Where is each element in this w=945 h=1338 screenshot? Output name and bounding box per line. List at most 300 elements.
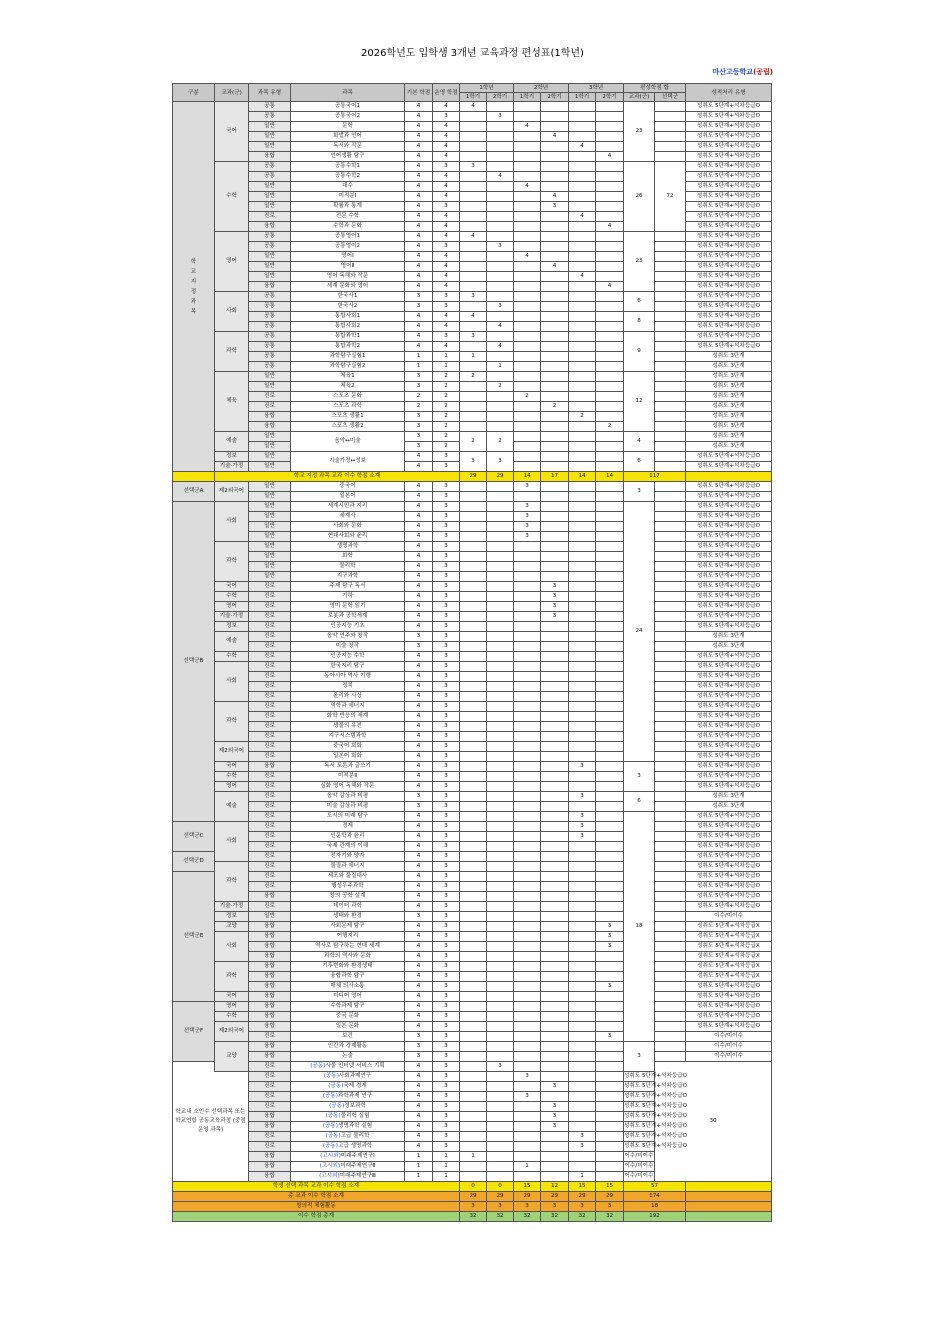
semester-cell xyxy=(541,1152,569,1162)
eval-cell: 이수/미이수 xyxy=(686,912,772,922)
semester-cell xyxy=(596,622,624,632)
semester-cell xyxy=(460,762,487,772)
base-credit-cell: 4 xyxy=(405,922,433,932)
semester-cell xyxy=(541,142,569,152)
run-credit-cell: 3 xyxy=(433,842,460,852)
table-row xyxy=(173,722,772,732)
header-sem: 1학기 xyxy=(460,93,487,102)
semester-cell xyxy=(541,1172,569,1182)
total-choice-cell xyxy=(655,652,686,662)
total-choice-cell xyxy=(655,152,686,162)
semester-cell xyxy=(514,552,541,562)
semester-cell xyxy=(514,152,541,162)
total-subject-cell: 8 xyxy=(624,312,655,332)
eval-cell: 성취도 3단계 xyxy=(686,422,772,432)
eval-cell: 성취도 5단계+석차등급O xyxy=(686,992,772,1002)
semester-cell xyxy=(569,1012,596,1022)
run-credit-cell: 3 xyxy=(433,482,460,492)
semester-cell xyxy=(514,302,541,312)
eval-cell: 성취도 5단계+석차등급O xyxy=(686,552,772,562)
semester-cell xyxy=(541,862,569,872)
summary-value: 15 xyxy=(514,1182,541,1192)
type-cell: 일반 xyxy=(249,532,291,542)
semester-cell xyxy=(514,762,541,772)
type-cell: 융합 xyxy=(249,422,291,432)
base-credit-cell: 4 xyxy=(405,562,433,572)
table-row xyxy=(173,292,772,302)
semester-cell xyxy=(569,732,596,742)
type-cell: 일반 xyxy=(249,252,291,262)
header-sem: 2학기 xyxy=(541,93,569,102)
semester-cell xyxy=(541,712,569,722)
eval-cell: 성취도 5단계+석차등급O xyxy=(686,562,772,572)
base-credit-cell: 4 xyxy=(405,602,433,612)
gubun-cell: 학교내 소인수 선택과목 또는 학교연합 공동교육과정 (중점운영 과목) xyxy=(173,1062,249,1182)
total-choice-cell xyxy=(655,132,686,142)
total-subject-cell: 30 xyxy=(655,1062,772,1182)
eval-cell: 성취도 5단계+석차등급X xyxy=(686,942,772,952)
total-subject-cell: 6 xyxy=(624,292,655,312)
type-cell: 진로 xyxy=(249,642,291,652)
table-row xyxy=(173,612,772,622)
base-credit-cell: 4 xyxy=(405,1102,433,1112)
semester-cell xyxy=(541,962,569,972)
base-credit-cell: 4 xyxy=(405,982,433,992)
table-row xyxy=(173,492,772,502)
semester-cell xyxy=(460,592,487,602)
semester-cell xyxy=(596,202,624,212)
semester-cell xyxy=(514,912,541,922)
base-credit-cell: 4 xyxy=(405,342,433,352)
semester-cell xyxy=(460,642,487,652)
semester-cell xyxy=(596,1062,624,1072)
gubun-cell: 선택군E xyxy=(173,872,215,1002)
semester-cell: 4 xyxy=(514,182,541,192)
type-cell: 융합 xyxy=(249,1112,291,1122)
semester-cell: 1 xyxy=(514,1162,541,1172)
semester-cell xyxy=(569,922,596,932)
base-credit-cell: 4 xyxy=(405,1002,433,1012)
semester-cell xyxy=(541,442,569,452)
subject-cell xyxy=(291,1162,405,1172)
subject-group-cell: 사회 xyxy=(215,292,249,332)
type-cell: 융합 xyxy=(249,1022,291,1032)
type-cell: 진로 xyxy=(249,622,291,632)
type-cell: 진로 xyxy=(249,862,291,872)
semester-cell: 1 xyxy=(487,362,514,372)
semester-cell xyxy=(569,592,596,602)
table-row xyxy=(173,1042,772,1052)
eval-cell: 성취도 3단계 xyxy=(686,392,772,402)
run-credit-cell: 3 xyxy=(433,1062,460,1072)
run-credit-cell: 3 xyxy=(433,1092,460,1102)
type-cell: 진로 xyxy=(249,592,291,602)
subject-cell xyxy=(291,1092,405,1102)
subject-cell: 도시의 미래 탐구 xyxy=(291,812,405,822)
semester-cell xyxy=(487,1072,514,1082)
base-credit-cell: 4 xyxy=(405,782,433,792)
run-credit-cell: 3 xyxy=(433,752,460,762)
run-credit-cell: 4 xyxy=(433,262,460,272)
eval-cell: 성취도 5단계+석차등급O xyxy=(686,322,772,332)
semester-cell: 3 xyxy=(514,522,541,532)
subject-group-cell: 정보 xyxy=(215,452,249,462)
run-credit-cell: 3 xyxy=(433,512,460,522)
semester-cell xyxy=(460,1002,487,1012)
base-credit-cell: 4 xyxy=(405,1022,433,1032)
semester-cell: 4 xyxy=(460,312,487,322)
semester-cell xyxy=(514,642,541,652)
base-credit-cell: 4 xyxy=(405,942,433,952)
summary-total: 57 xyxy=(624,1182,686,1192)
subject-cell: 정치 xyxy=(291,682,405,692)
semester-cell xyxy=(569,632,596,642)
subject-cell: 한국사1 xyxy=(291,292,405,302)
header-sem: 1학기 xyxy=(514,93,541,102)
curriculum-table xyxy=(172,83,772,1222)
eval-cell: 성취도 5단계+석차등급O xyxy=(686,252,772,262)
total-choice-cell xyxy=(655,802,686,812)
header-gubun: 구분 xyxy=(173,84,215,102)
eval-cell: 이수/미이수 xyxy=(624,1162,655,1172)
type-cell: 공통 xyxy=(249,112,291,122)
semester-cell xyxy=(569,1052,596,1062)
semester-cell xyxy=(487,102,514,112)
run-credit-cell: 3 xyxy=(433,592,460,602)
semester-cell xyxy=(514,672,541,682)
eval-cell: 성취도 5단계+석차등급O xyxy=(686,492,772,502)
base-credit-cell: 4 xyxy=(405,462,433,472)
eval-cell: 성취도 5단계+석차등급O xyxy=(686,662,772,672)
total-choice-cell xyxy=(655,142,686,152)
run-credit-cell: 4 xyxy=(433,212,460,222)
semester-cell xyxy=(569,672,596,682)
subject-cell: 화법과 언어 xyxy=(291,132,405,142)
semester-cell xyxy=(569,242,596,252)
subject-cell: 공통국어1 xyxy=(291,102,405,112)
subject-cell: 스포츠 생활2 xyxy=(291,422,405,432)
semester-cell xyxy=(487,1122,514,1132)
type-cell: 일반 xyxy=(249,122,291,132)
total-choice-cell xyxy=(655,262,686,272)
semester-cell xyxy=(514,222,541,232)
semester-cell xyxy=(487,392,514,402)
total-choice-cell xyxy=(655,1012,686,1022)
subject-cell xyxy=(291,1082,405,1092)
run-credit-cell: 4 xyxy=(433,152,460,162)
subject-cell: 기후변화와 환경생태 xyxy=(291,962,405,972)
table-row xyxy=(173,852,772,862)
subtotal-total: 117 xyxy=(624,472,686,482)
run-credit-cell: 2 xyxy=(433,412,460,422)
run-credit-cell: 3 xyxy=(433,892,460,902)
header-eval: 성적처리 유형 xyxy=(686,84,772,102)
table-row xyxy=(173,1032,772,1042)
semester-cell xyxy=(514,342,541,352)
semester-cell xyxy=(487,352,514,362)
semester-cell xyxy=(569,662,596,672)
base-credit-cell: 4 xyxy=(405,222,433,232)
eval-cell: 성취도 5단계+석차등급O xyxy=(624,1092,655,1102)
semester-cell xyxy=(596,972,624,982)
subject-cell: 과학탐구실험2 xyxy=(291,362,405,372)
eval-cell: 성취도 5단계+석차등급O xyxy=(686,822,772,832)
subject-cell: 영어Ⅰ xyxy=(291,252,405,262)
semester-cell xyxy=(514,102,541,112)
semester-cell xyxy=(460,262,487,272)
semester-cell xyxy=(596,592,624,602)
eval-cell: 성취도 3단계 xyxy=(686,642,772,652)
type-cell: 진로 xyxy=(249,772,291,782)
run-credit-cell: 3 xyxy=(433,942,460,952)
run-credit-cell: 3 xyxy=(433,802,460,812)
semester-cell xyxy=(541,372,569,382)
base-credit-cell: 4 xyxy=(405,572,433,582)
base-credit-cell: 4 xyxy=(405,152,433,162)
semester-cell xyxy=(514,622,541,632)
semester-cell xyxy=(569,872,596,882)
subject-cell xyxy=(291,1122,405,1132)
base-credit-cell: 4 xyxy=(405,902,433,912)
type-cell: 일반 xyxy=(249,552,291,562)
eval-cell: 성취도 5단계+석차등급O xyxy=(686,172,772,182)
eval-cell: 성취도 3단계 xyxy=(686,352,772,362)
semester-cell: 3 xyxy=(569,1142,596,1152)
semester-cell xyxy=(514,1172,541,1182)
total-choice-cell xyxy=(655,272,686,282)
semester-cell xyxy=(460,1032,487,1042)
table-row xyxy=(173,452,772,462)
semester-cell xyxy=(514,1022,541,1032)
semester-cell xyxy=(596,1082,624,1092)
header-base-credit: 기본 학점 xyxy=(405,84,433,102)
table-row xyxy=(173,872,772,882)
semester-cell xyxy=(541,352,569,362)
run-credit-cell: 1 xyxy=(433,352,460,362)
total-choice-cell xyxy=(655,572,686,582)
semester-cell xyxy=(460,152,487,162)
run-credit-cell: 3 xyxy=(433,602,460,612)
subject-cell: 미디어 영어 xyxy=(291,992,405,1002)
summary-value: 3 xyxy=(487,1202,514,1212)
total-choice-cell xyxy=(655,842,686,852)
subject-group-cell: 정보 xyxy=(215,912,249,922)
run-credit-cell: 2 xyxy=(433,442,460,452)
semester-cell xyxy=(487,222,514,232)
type-cell: 진로 xyxy=(249,812,291,822)
base-credit-cell: 4 xyxy=(405,282,433,292)
run-credit-cell: 1 xyxy=(433,1172,460,1182)
semester-cell xyxy=(460,932,487,942)
base-credit-cell: 4 xyxy=(405,552,433,562)
semester-cell xyxy=(569,642,596,652)
subject-cell: 언어생활 탐구 xyxy=(291,152,405,162)
semester-cell xyxy=(487,152,514,162)
semester-cell xyxy=(596,672,624,682)
subject-cell: 영어Ⅱ xyxy=(291,262,405,272)
semester-cell xyxy=(596,352,624,362)
semester-cell xyxy=(569,622,596,632)
semester-cell: 3 xyxy=(569,1132,596,1142)
subject-cell xyxy=(291,1112,405,1122)
semester-cell xyxy=(596,642,624,652)
subject-cell: 매체 의사소통 xyxy=(291,982,405,992)
subject-cell: 인공지능 수학 xyxy=(291,652,405,662)
eval-cell: 성취도 5단계+석차등급O xyxy=(686,462,772,472)
total-subject-cell: 3 xyxy=(624,482,655,502)
run-credit-cell: 3 xyxy=(433,852,460,862)
semester-cell xyxy=(596,162,624,172)
base-credit-cell: 4 xyxy=(405,112,433,122)
gubun-cell: 학 교 지 정 과 목 xyxy=(173,102,215,472)
base-credit-cell: 4 xyxy=(405,232,433,242)
semester-cell xyxy=(460,1172,487,1182)
semester-cell xyxy=(487,972,514,982)
semester-cell xyxy=(596,212,624,222)
semester-cell xyxy=(541,842,569,852)
subject-cell: 동아시아 역사 기행 xyxy=(291,672,405,682)
table-row xyxy=(173,992,772,1002)
semester-cell xyxy=(596,392,624,402)
semester-cell xyxy=(460,1022,487,1032)
subject-name: 사물 인터넷 서비스 기획 xyxy=(325,1063,385,1069)
semester-cell xyxy=(487,412,514,422)
semester-cell xyxy=(569,1162,596,1172)
semester-cell xyxy=(487,1132,514,1142)
semester-cell xyxy=(460,242,487,252)
semester-cell: 4 xyxy=(487,172,514,182)
subject-cell: 심화 영어 독해와 작문 xyxy=(291,782,405,792)
summary-value: 29 xyxy=(460,1192,487,1202)
semester-cell xyxy=(514,1012,541,1022)
semester-cell xyxy=(487,312,514,322)
run-credit-cell: 3 xyxy=(433,912,460,922)
table-row xyxy=(173,622,772,632)
semester-cell xyxy=(541,692,569,702)
total-choice-cell xyxy=(655,342,686,352)
semester-cell xyxy=(487,1052,514,1062)
type-cell: 융합 xyxy=(249,1002,291,1012)
semester-cell xyxy=(541,232,569,242)
subject-cell: 여행지리 xyxy=(291,932,405,942)
total-choice-cell xyxy=(655,602,686,612)
semester-cell xyxy=(514,982,541,992)
semester-cell xyxy=(460,1012,487,1022)
semester-cell xyxy=(596,1042,624,1052)
eval-cell: 성취도 5단계+석차등급O xyxy=(686,742,772,752)
total-choice-cell xyxy=(655,562,686,572)
semester-cell xyxy=(596,1162,624,1172)
base-credit-cell: 4 xyxy=(405,1062,433,1072)
semester-cell xyxy=(569,132,596,142)
semester-cell xyxy=(514,892,541,902)
semester-cell xyxy=(514,1052,541,1062)
type-cell: 진로 xyxy=(249,672,291,682)
run-credit-cell: 3 xyxy=(433,582,460,592)
type-cell: 공통 xyxy=(249,102,291,112)
semester-cell xyxy=(596,332,624,342)
base-credit-cell: 3 xyxy=(405,292,433,302)
subject-group-cell: 과학 xyxy=(215,702,249,742)
total-subject-cell: 6 xyxy=(624,452,655,472)
table-row xyxy=(173,362,772,372)
base-credit-cell: 4 xyxy=(405,672,433,682)
semester-cell xyxy=(514,452,541,462)
semester-cell: 3 xyxy=(460,292,487,302)
eval-cell: 성취도 5단계+석차등급O xyxy=(686,892,772,902)
semester-cell xyxy=(514,962,541,972)
eval-cell: 성취도 5단계+석차등급O xyxy=(686,652,772,662)
total-choice-cell xyxy=(655,332,686,342)
table-row xyxy=(173,392,772,402)
base-credit-cell: 4 xyxy=(405,742,433,752)
semester-cell: 4 xyxy=(596,222,624,232)
semester-cell xyxy=(460,722,487,732)
summary-value: 0 xyxy=(460,1182,487,1192)
eval-cell: 성취도 5단계+석차등급O xyxy=(686,202,772,212)
type-cell: 융합 xyxy=(249,762,291,772)
base-credit-cell: 4 xyxy=(405,752,433,762)
semester-cell xyxy=(541,772,569,782)
semester-cell xyxy=(541,242,569,252)
semester-cell xyxy=(541,782,569,792)
table-row xyxy=(173,522,772,532)
subject-cell: 로봇과 공학세계 xyxy=(291,612,405,622)
semester-cell xyxy=(541,292,569,302)
base-credit-cell: 4 xyxy=(405,712,433,722)
table-row xyxy=(173,312,772,322)
semester-cell xyxy=(514,662,541,672)
table-row xyxy=(173,772,772,782)
semester-cell xyxy=(596,652,624,662)
semester-cell xyxy=(596,802,624,812)
semester-cell xyxy=(514,572,541,582)
subject-cell: 미적분Ⅱ xyxy=(291,772,405,782)
semester-cell xyxy=(514,972,541,982)
semester-cell: 2 xyxy=(514,392,541,402)
eval-cell: 성취도 3단계 xyxy=(686,802,772,812)
semester-cell xyxy=(514,752,541,762)
semester-cell xyxy=(460,522,487,532)
semester-cell xyxy=(596,1092,624,1102)
semester-cell xyxy=(569,952,596,962)
type-cell: 진로 xyxy=(249,872,291,882)
table-row xyxy=(173,602,772,612)
semester-cell xyxy=(514,432,541,442)
type-cell: 진로 xyxy=(249,822,291,832)
semester-cell: 4 xyxy=(569,272,596,282)
subject-cell: 영어 독해와 작문 xyxy=(291,272,405,282)
joint-tag: (공동) xyxy=(323,1073,339,1079)
semester-cell xyxy=(487,232,514,242)
semester-cell xyxy=(460,1052,487,1062)
semester-cell xyxy=(460,702,487,712)
semester-cell xyxy=(487,272,514,282)
eval-cell: 성취도 5단계+석차등급O xyxy=(686,132,772,142)
semester-cell xyxy=(596,262,624,272)
semester-cell xyxy=(569,252,596,262)
total-subject-cell: 3 xyxy=(624,762,655,792)
run-credit-cell: 3 xyxy=(433,702,460,712)
run-credit-cell: 3 xyxy=(433,952,460,962)
semester-cell xyxy=(487,422,514,432)
table-row xyxy=(173,802,772,812)
gubun-cell: 선택군F xyxy=(173,1002,215,1062)
type-cell: 일반 xyxy=(249,182,291,192)
type-cell: 융합 xyxy=(249,982,291,992)
base-credit-cell: 4 xyxy=(405,682,433,692)
subject-cell: 중국어 xyxy=(291,482,405,492)
